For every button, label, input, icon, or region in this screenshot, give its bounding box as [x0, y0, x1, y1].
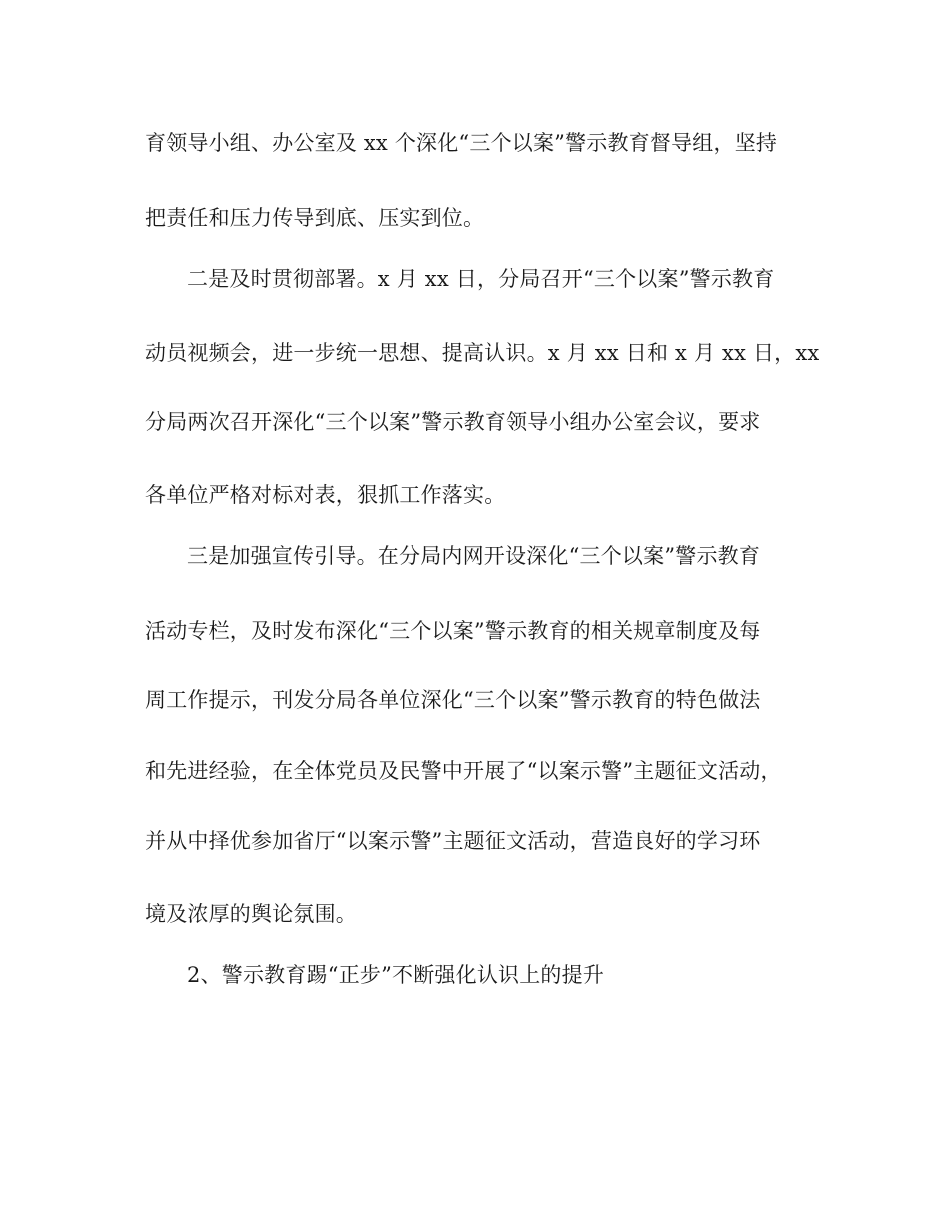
text-line: 育领导小组、办公室及 xx 个深化“三个以案”警示教育督导组，坚持: [145, 131, 778, 155]
section-heading: 2、警示教育踢“正步”不断强化认识上的提升: [187, 963, 605, 987]
text-line: 并从中择优参加省厅“以案示警”主题征文活动，营造良好的学习环: [145, 829, 761, 853]
text-line: 分局两次召开深化“三个以案”警示教育领导小组办公室会议，要求: [145, 410, 761, 434]
text-line: 各单位严格对标对表，狠抓工作落实。: [145, 483, 506, 507]
text-line: 动员视频会，进一步统一思想、提高认识。x 月 xx 日和 x 月 xx 日，xx: [145, 341, 820, 365]
paragraph-start-line: 二是及时贯彻部署。x 月 xx 日，分局召开“三个以案”警示教育: [187, 267, 775, 291]
text-line: 周工作提示，刊发分局各单位深化“三个以案”警示教育的特色做法: [145, 688, 761, 712]
text-line: 境及浓厚的舆论氛围。: [145, 902, 357, 926]
text-line: 活动专栏，及时发布深化“三个以案”警示教育的相关规章制度及每: [145, 619, 761, 643]
paragraph-start-line: 三是加强宣传引导。在分局内网开设深化“三个以案”警示教育: [187, 544, 761, 568]
text-line: 把责任和压力传导到底、压实到位。: [145, 206, 485, 230]
text-line: 和先进经验，在全体党员及民警中开展了“以案示警”主题征文活动，: [145, 759, 782, 783]
